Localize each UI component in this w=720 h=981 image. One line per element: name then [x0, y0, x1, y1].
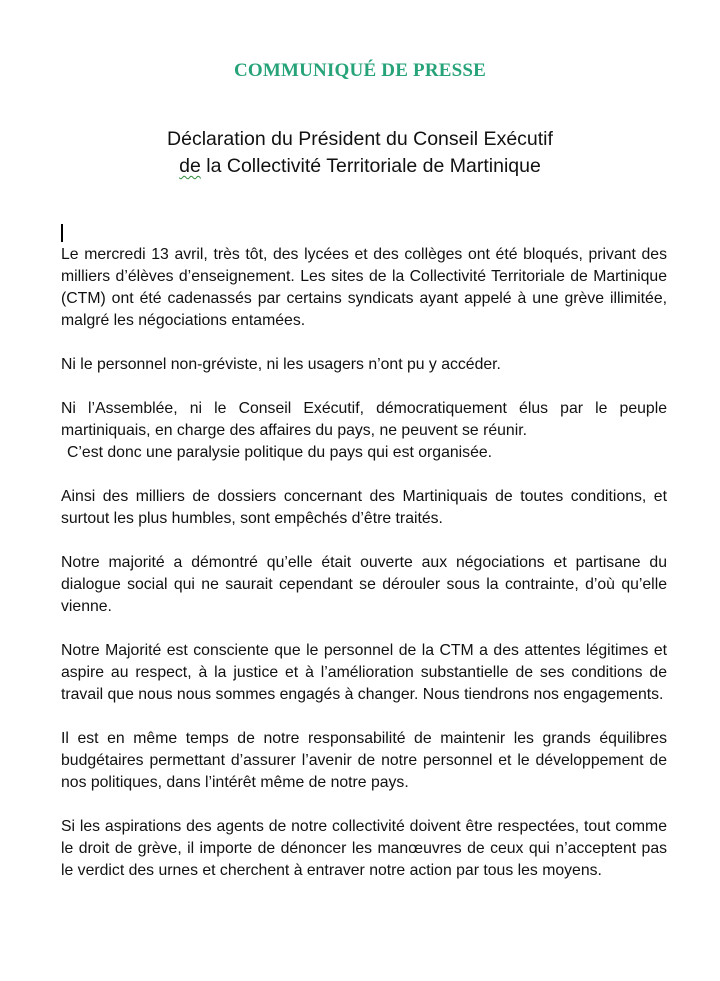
- paragraph-7: Il est en même temps de notre responsabilité de maintenir les grands équilibres budgétaires permettant d’assurer l’avenir de notre personnel et le développement de nos politiques, dans l’intérêt même de notre pays.: [61, 730, 667, 791]
- declaration-subtitle: [0, 126, 720, 180]
- paragraph-2: Ni le personnel non-gréviste, ni les usagers n’ont pu y accéder.: [61, 356, 501, 373]
- paragraph-8: Si les aspirations des agents de notre collectivité doivent être respectées, tout comme le droit de grève, il importe de dénoncer les manœuvres de ceux qui n’acceptent pas le verdict des urnes et cherchent à entraver notre action par tous les moyens.: [61, 818, 667, 879]
- subtitle-line-2-rest: la Collectivité Territoriale de Martinique: [200, 155, 541, 177]
- spellcheck-word: de: [179, 155, 201, 177]
- paragraph-6: Notre Majorité est consciente que le personnel de la CTM a des attentes légitimes et aspire au respect, à la justice et à l’amélioration substantielle de ses conditions de travail que nous nous sommes engagés à changer. Nous tiendrons nos engagements.: [61, 642, 667, 703]
- paragraph-3: [61, 398, 667, 464]
- paragraph-5: Notre majorité a démontré qu’elle était ouverte aux négociations et partisane du dialogue social qui ne saurait cependant se dérouler sous la contrainte, d’où qu’elle vienne.: [61, 554, 667, 615]
- paragraph-4: Ainsi des milliers de dossiers concernant des Martiniquais de toutes conditions, et surtout les plus humbles, sont empêchés d’être traités.: [61, 488, 667, 527]
- press-release-title: COMMUNIQUÉ DE PRESSE: [233, 60, 487, 81]
- text-cursor: [61, 224, 63, 242]
- paragraph-1: Le mercredi 13 avril, très tôt, des lycées et des collèges ont été bloqués, privant des milliers d’élèves d’enseignement. Les sites de la Collectivité Territoriale de Martinique (CTM) ont été cadenassés par certains syndicats ayant appelé à une grève illimitée, malgré les négociations entamées.: [61, 246, 667, 329]
- paragraph-3-sentence-2: C’est donc une paralysie politique du pays qui est organisée.: [67, 444, 493, 461]
- press-release-body: [61, 244, 667, 904]
- subtitle-line-1: Déclaration du Président du Conseil Exécutif: [167, 128, 553, 150]
- paragraph-3-sentence-1: Ni l’Assemblée, ni le Conseil Exécutif, démocratiquement élus par le peuple martiniquais, en charge des affaires du pays, ne peuvent se réunir.: [61, 400, 667, 439]
- subtitle-line-2: [0, 153, 720, 180]
